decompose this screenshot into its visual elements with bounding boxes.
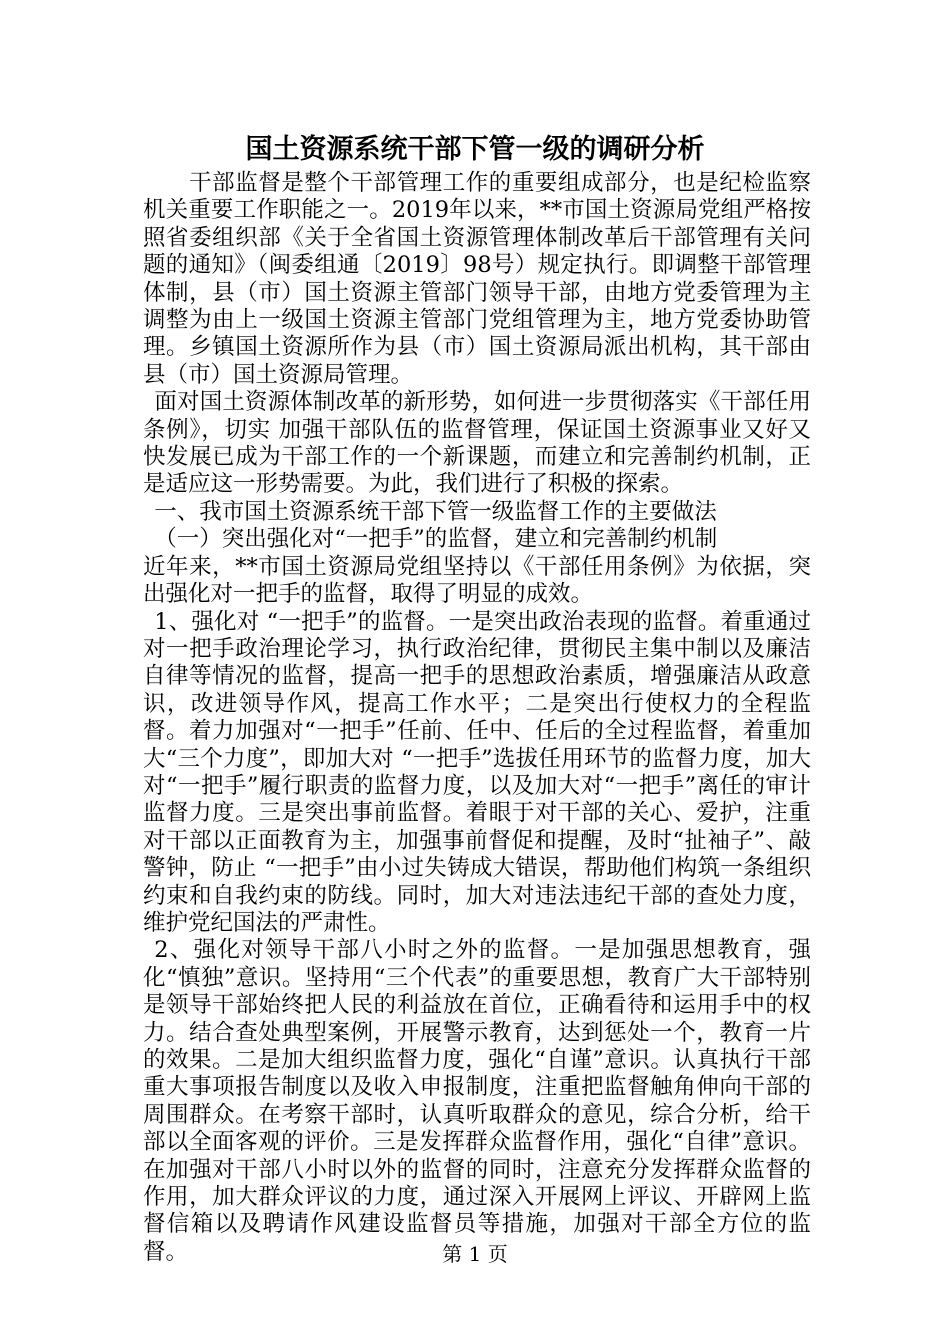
paragraph-point-2: 2、强化对领导干部八小时之外的监督。一是加强思想教育，强化“慎独”意识。坚持用“三个代表”的重要思想，教育广大干部特别是领导干部始终把人民的利益放在首位，正确看待和运用手中的权力。结合查处典型案例，开展警示教育，达到惩处一个，教育一片的效果。二是加大组织监督力度，强化“自谨”意识。认真执行干部重大事项报告制度以及收入申报制度，注重把监督触角伸向干部的周围群众。在考察干部时，认真听取群众的意见，综合分析，给干部以全面客观的评价。三是发挥群众监督作用，强化“自律”意识。在加强对干部八小时以外的监督的同时，注意充分发挥群众监督的作用，加大群众评议的力度，通过深入开展网上评议、开辟网上监督信箱以及聘请作风建设监督员等措施，加强对干部全方位的监督。 [143,937,811,1265]
paragraph-intro: 干部监督是整个干部管理工作的重要组成部分，也是纪检监察机关重要工作职能之一。2019年以来，**市国土资源局党组严格按照省委组织部《关于全省国土资源管理体制改革后干部管理有关问题的通知》（闽委组通〔2019〕98号）规定执行。即调整干部管理体制，县（市）国土资源主管部门领导干部，由地方党委管理为主调整为由上一级国土资源主管部门党组管理为主，地方党委协助管理。乡镇国土资源所作为县（市）国土资源局派出机构，其干部由县（市）国土资源局管理。 [143,170,811,388]
section-heading-1: 一、我市国土资源系统干部下管一级监督工作的主要做法 [143,498,717,525]
paragraph-point-1: 1、强化对 “一把手”的监督。一是突出政治表现的监督。着重通过对一把手政治理论学习，执行政治纪律，贯彻民主集中制以及廉洁自律等情况的监督，提高一把手的思想政治素质，增强廉洁从政意识，改进领导作风，提高工作水平；二是突出行使权力的全程监督。着力加强对“一把手”任前、任中、任后的全过程监督，着重加大“三个力度”，即加大对 “一把手”选拔任用环节的监督力度，加大对“一把手”履行职责的监督力度，以及加大对“一把手”离任的审计监督力度。三是突出事前监督。着眼于对干部的关心、爱护，注重对干部以正面教育为主，加强事前督促和提醒，及时“扯袖子”、敲警钟，防止 “一把手”由小过失铸成大错误，帮助他们构筑一条组织约束和自我约束的防线。同时，加大对违法违纪干部的查处力度，维护党纪国法的严肃性。 [143,608,811,936]
document-body [143,170,811,1266]
paragraph-recent-years: 近年来，**市国土资源局党组坚持以《干部任用条例》为依据，突出强化对一把手的监督，取得了明显的成效。 [143,553,811,608]
page-number: 第 1 页 [442,1242,508,1266]
subsection-heading-1: （一）突出强化对“一把手”的监督，建立和完善制约机制 [143,526,718,553]
paragraph-new-situation: 面对国土资源体制改革的新形势，如何进一步贯彻落实《干部任用条例》，切实 加强干部队伍的监督管理，保证国土资源事业又好又快发展已成为干部工作的一个新课题，而建立和完善制约机制，正是适应这一形势需要。为此，我们进行了积极的探索。 [143,389,811,498]
document-title: 国土资源系统干部下管一级的调研分析 [245,134,705,165]
